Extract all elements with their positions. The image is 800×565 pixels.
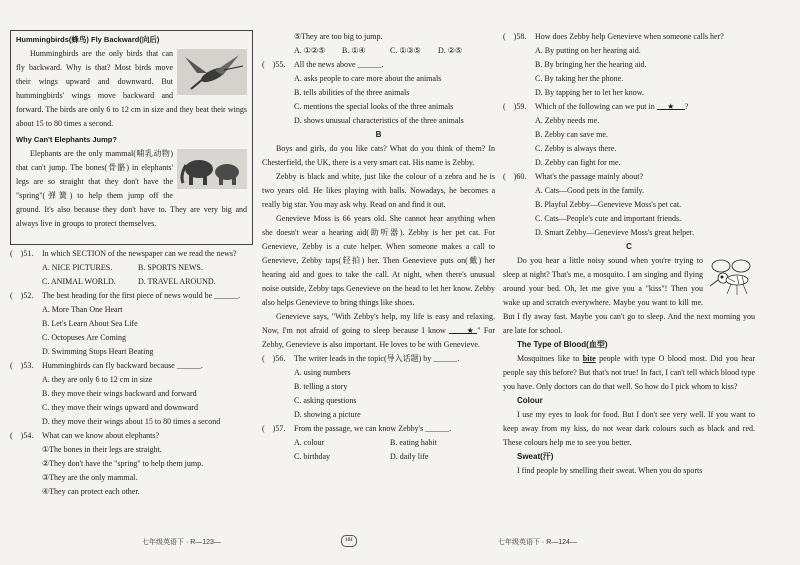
- page-mark: HH: [341, 535, 357, 547]
- option-b: B. they move their wings backward and forward: [42, 389, 197, 398]
- question-53: ( )53. Hummingbirds can fly backward because ______. A. they are only 6 to 12 cm in size B. they move their wings backward and forward C. they move their wings upward and downward D. they move their wings about 15 to 80 times a second: [10, 359, 253, 429]
- option-a: A. asks people to care more about the animals: [294, 74, 442, 83]
- question-60: ( )60. What's the passage mainly about? A. Cats—Good pets in the family. B. Playful Zebby—Genevieve Moss's pet cat. C. Cats—People's cute and important friends. D. Smart Zebby—Genevieve Moss's great helper.: [503, 170, 755, 240]
- option-b: B. SPORTS NEWS.: [138, 263, 203, 272]
- question-51: ( )51. In which SECTION of the newspaper can we read the news? A. NICE PICTURES. B. SPORTS NEWS. C. ANIMAL WORLD. D. TRAVEL AROUND.: [10, 247, 253, 289]
- option-a: A. using numbers: [294, 368, 351, 377]
- statement-5: ⑤They are too big to jump.: [294, 32, 383, 41]
- answer-bracket[interactable]: ( ): [262, 424, 276, 433]
- option-d: D. daily life: [390, 452, 429, 461]
- section-b-heading: B: [375, 130, 382, 139]
- passage-c-paragraph-4: I find people by smelling their sweat. When you do sports: [517, 466, 703, 475]
- q54-options: [262, 44, 495, 58]
- passage-c-paragraph-3: I use my eyes to look for food. But I don't see very well. If you want to keep away from my kiss, do not wear dark colours such as black and red. These colours help me to see you better.: [503, 410, 755, 447]
- option-b: B. By bringing her the hearing aid.: [535, 60, 647, 69]
- subheading-colour: Colour: [517, 396, 543, 405]
- statement-2: ②They don't have the "spring" to help them jump.: [42, 459, 204, 468]
- middle-column: [262, 30, 495, 464]
- question-59: ( )59. Which of the following can we put in ★ ? A. Zebby needs me. B. Zebby can save me. C. Zebby is always there. D. Zebby can fight for me.: [503, 100, 755, 170]
- footer-left: 七年级英语下 · R—123—: [142, 539, 221, 546]
- passage-c-paragraph-2: Mosquitoes like to bite people with type O blood most. Did you hear people say this before? But that's not true! In fact, I can't tell which blood type you have. Only doctors can do that well. So how do I pick whom to kiss?: [503, 354, 756, 391]
- answer-bracket[interactable]: ( ): [503, 32, 517, 41]
- question-52: ( )52. The best heading for the first piece of news would be ______. A. More Than One Heart B. Let's Learn About Sea Life C. Octopuses Are Coming D. Swimming Stops Heart Beating: [10, 289, 253, 359]
- option-b: B. Let's Learn About Sea Life: [42, 319, 138, 328]
- option-d: D. TRAVEL AROUND.: [138, 277, 216, 286]
- answer-bracket[interactable]: ( ): [10, 249, 24, 258]
- passage-c-paragraph-1: Do you hear a little noisy sound when you're trying to sleep at night? That's me, a mosquito. I am singing and flying around your bed. Oh, let me give you a "kiss"! Then you wake up and scratch everywhere. Maybe you want to kill me. But I fly away fast. Maybe you can't go to sleep. And the next morning you are late for school.: [503, 256, 755, 335]
- question-stem: All the news above ______.: [294, 60, 384, 69]
- option-a: A. ①②⑤: [294, 46, 326, 55]
- elephants-image: [177, 149, 247, 189]
- question-stem: In which SECTION of the newspaper can we read the news?: [42, 249, 237, 258]
- question-stem: Hummingbirds can fly backward because ______.: [42, 361, 203, 370]
- question-stem: The best heading for the first piece of news would be ______.: [42, 291, 241, 300]
- option-c: C. asking questions: [294, 396, 357, 405]
- answer-bracket[interactable]: ( ): [10, 291, 24, 300]
- passage-b-paragraph-3: Genevieve Moss is 66 years old. She cannot hear anything when she doesn't wear a hearing aid(助听器). Zebby is her pet cat. For Genevieve, Zebby is a cute helper. When someone makes a call to Genevieve, Zebby taps(轻拍) her. Then Genevieve puts on(戴) her hearing aid and goes to take the call. At night, when there's unusual noise outside, Zebby taps Genevieve on the head to let her know. Zebby also helps Genevieve to bring things like shoes.: [262, 214, 495, 307]
- passage-b-paragraph-1: Boys and girls, do you like cats? What do you think of them? In Chesterfield, the UK, there is a very smart cat. His name is Zebby.: [262, 144, 495, 167]
- underlined-word: bite: [582, 354, 596, 363]
- option-c: C. they move their wings upward and downward: [42, 403, 198, 412]
- answer-bracket[interactable]: ( ): [10, 431, 24, 440]
- question-stem: From the passage, we can know Zebby's ______.: [294, 424, 452, 433]
- option-a: A. By putting on her hearing aid.: [535, 46, 641, 55]
- option-a: A. colour: [294, 438, 325, 447]
- left-column: [10, 30, 253, 499]
- question-stem: How does Zebby help Genevieve when someone calls her?: [535, 32, 724, 41]
- option-d: D. Swimming Stops Heart Beating: [42, 347, 154, 356]
- question-56: ( )56. The writer leads in the topic(导入话题) by ______. A. using numbers B. telling a story C. asking questions D. showing a picture: [262, 352, 495, 422]
- option-d: D. Smart Zebby—Genevieve Moss's great helper.: [535, 228, 694, 237]
- option-a: A. NICE PICTURES.: [42, 263, 113, 272]
- answer-bracket[interactable]: ( ): [503, 102, 517, 111]
- option-d: D. shows unusual characteristics of the three animals: [294, 116, 464, 125]
- option-d: D. Zebby can fight for me.: [535, 158, 621, 167]
- news-box: [10, 30, 253, 245]
- option-b: B. ①④: [342, 46, 366, 55]
- footer-right: 七年级英语下 · R—124—: [498, 539, 577, 546]
- mosquito-image: [707, 256, 755, 296]
- option-c: C. birthday: [294, 452, 330, 461]
- news-heading-hummingbirds: Hummingbirds(蜂鸟) Fly Backward(向后): [16, 35, 160, 44]
- option-d: D. showing a picture: [294, 410, 361, 419]
- answer-bracket[interactable]: ( ): [262, 354, 276, 363]
- option-d: D. they move their wings about 15 to 80 times a second: [42, 417, 221, 426]
- option-c: C. Cats—People's cute and important friends.: [535, 214, 682, 223]
- answer-bracket[interactable]: ( ): [503, 172, 517, 181]
- option-c: C. By taking her the phone.: [535, 74, 624, 83]
- passage-b-paragraph-2: Zebby is black and white, just like the colour of a zebra and he is two years old. He likes playing with balls. Nowadays, he becomes a really big star. You may ask why. Read on and find it out.: [262, 172, 495, 209]
- star-icon: ★: [667, 102, 675, 111]
- right-column: [503, 30, 755, 478]
- question-stem: What's the passage mainly about?: [535, 172, 644, 181]
- option-c: C. Zebby is always there.: [535, 144, 617, 153]
- option-a: A. they are only 6 to 12 cm in size: [42, 375, 153, 384]
- passage-b-paragraph-4: Genevieve says, "With Zebby's help, my life is easy and relaxing. Now, I'm not afraid of going to sleep because I know ★ " For Zebby, Genevieve is also important. He loves to be with Genevieve.: [262, 312, 495, 349]
- question-57: ( )57. From the passage, we can know Zebby's ______. A. colour B. eating habit C. birthday D. daily life: [262, 422, 495, 464]
- statement-3: ③They are the only mammal.: [42, 473, 138, 482]
- option-b: B. eating habit: [390, 438, 437, 447]
- news-heading-elephants: Why Can't Elephants Jump?: [16, 135, 117, 144]
- question-stem: What can we know about elephants?: [42, 431, 160, 440]
- answer-bracket[interactable]: ( ): [10, 361, 24, 370]
- statement-1: ①The bones in their legs are straight.: [42, 445, 162, 454]
- star-blank: [449, 324, 477, 334]
- option-d: D. By tapping her to let her know.: [535, 88, 645, 97]
- option-b: B. Zebby can save me.: [535, 130, 608, 139]
- answer-bracket[interactable]: ( ): [262, 60, 276, 69]
- option-c: C. mentions the special looks of the three animals: [294, 102, 454, 111]
- option-c: C. Octopuses Are Coming: [42, 333, 126, 342]
- option-b: B. Playful Zebby—Genevieve Moss's pet cat.: [535, 200, 682, 209]
- star-icon: ★: [466, 326, 474, 335]
- question-54: ( )54. What can we know about elephants? ①The bones in their legs are straight. ②They don't have the "spring" to help them jump. ③They are the only mammal. ④They can protect each other.: [10, 429, 253, 499]
- question-58: ( )58. How does Zebby help Genevieve when someone calls her? A. By putting on her hearing aid. B. By bringing her the hearing aid. C. By taking her the phone. D. By tapping her to let her know.: [503, 30, 755, 100]
- option-b: B. tells abilities of the three animals: [294, 88, 410, 97]
- hummingbird-image: [177, 49, 247, 95]
- option-c: C. ANIMAL WORLD.: [42, 277, 116, 286]
- question-stem: The writer leads in the topic(导入话题) by ______.: [294, 354, 460, 363]
- option-b: B. telling a story: [294, 382, 348, 391]
- option-d: D. ②⑤: [438, 46, 463, 55]
- question-stem: Which of the following can we put in: [535, 102, 655, 111]
- subheading-sweat: Sweat(汗): [517, 452, 554, 461]
- elephant-paragraph: Elephants are the only mammal(哺乳动物) that can't jump. The bones(骨骼) in elephants' legs are so straight that they don't have the "spring"(弹簧) to help them jump off the ground. It's also because they don't have to. They are very big and always live in groups to protect themselves.: [16, 149, 247, 228]
- option-c: C. ①③⑤: [390, 46, 421, 55]
- subheading-blood-type: The Type of Blood(血型): [517, 340, 608, 349]
- question-55: ( )55. All the news above ______. A. asks people to care more about the animals B. tells abilities of the three animals C. mentions the special looks of the three animals D. shows unusual characteristics of the three animals: [262, 58, 495, 128]
- option-a: A. More Than One Heart: [42, 305, 123, 314]
- statement-4: ④They can protect each other.: [42, 487, 140, 496]
- section-c-heading: C: [626, 242, 632, 251]
- option-a: A. Cats—Good pets in the family.: [535, 186, 645, 195]
- option-a: A. Zebby needs me.: [535, 116, 600, 125]
- star-blank: [657, 100, 685, 110]
- hummingbird-paragraph: Hummingbirds are the only birds that can fly backward. Why is that? Most birds move their wings upward and downward. But hummingbirds' wings move backward and forward. The birds are only 6 to 12 cm in size and they beat their wings about 15 to 80 times a second.: [16, 49, 247, 128]
